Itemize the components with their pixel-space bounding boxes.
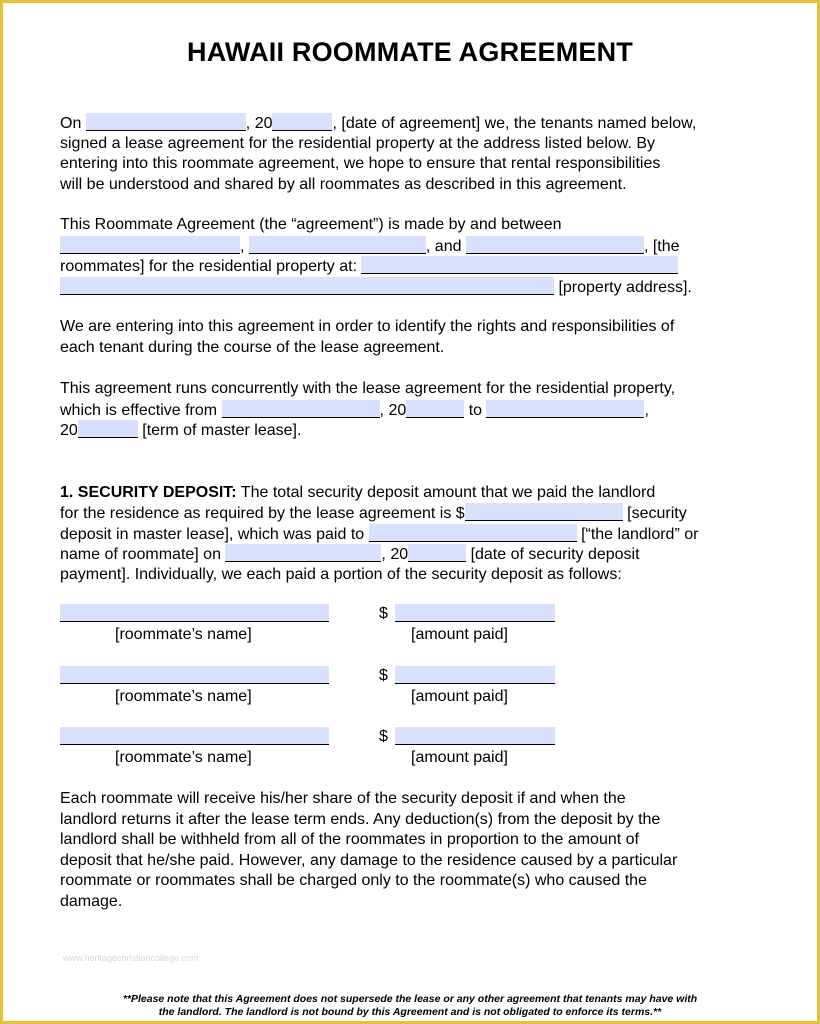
watermark-text: www.heritagechristiancollege.com [63, 953, 199, 963]
amount-paid-caption: [amount paid] [411, 688, 508, 705]
intro-line-4: will be understood and shared by all roommates as described in this agreement. [60, 176, 627, 193]
roommate-1-name-field[interactable] [60, 236, 240, 254]
refund-line-5: roommate or roommates shall be charged only to the roommate(s) who caused the [60, 872, 647, 889]
roommate-share-name-field-1[interactable] [60, 604, 329, 622]
between-line-1: This Roommate Agreement (the “agreement”) is made by and between [60, 216, 562, 233]
dollar-sign: $ [379, 605, 388, 622]
roommate-share-amount-field-2[interactable] [395, 666, 555, 684]
deposit-line-5: payment]. Individually, we each paid a portion of the security deposit as follows: [60, 566, 622, 583]
term-line-3: 20 [term of master lease]. [60, 422, 302, 439]
roommate-name-caption: [roommate’s name] [115, 626, 252, 643]
deposit-line-4: name of roommate] on , 20 [date of security deposit [60, 546, 640, 563]
agreement-date-field[interactable] [86, 113, 246, 131]
deposit-line-1: 1. SECURITY DEPOSIT: The total security deposit amount that we paid the landlord [60, 484, 656, 501]
roommate-name-caption: [roommate’s name] [115, 749, 252, 766]
amount-paid-caption: [amount paid] [411, 749, 508, 766]
intro-line-1: On , 20 , [date of agreement] we, the tenants named below, [60, 115, 697, 132]
roommate-name-caption: [roommate’s name] [115, 688, 252, 705]
roommate-share-amount-field-3[interactable] [395, 727, 555, 745]
refund-line-2: landlord returns it after the lease term ends. Any deduction(s) from the deposit by the [60, 811, 661, 828]
between-line-3: roommates] for the residential property at: [60, 256, 678, 277]
deposit-year-field[interactable] [408, 544, 466, 562]
property-address-field-2[interactable] [60, 277, 554, 295]
agreement-year-field[interactable] [272, 113, 332, 131]
lease-end-date-field[interactable] [486, 400, 644, 418]
footer-note-line-1: **Please note that this Agreement does not supersede the lease or any other agreement that tenants may have with [122, 993, 698, 1005]
lease-start-date-field[interactable] [222, 400, 380, 418]
footer-note-line-2: the landlord. The landlord is not bound by this Agreement and is not obligated to enforce its terms.** [158, 1006, 662, 1018]
refund-line-1: Each roommate will receive his/her share of the security deposit if and when the [60, 790, 626, 807]
roommate-share-name-field-3[interactable] [60, 727, 329, 745]
refund-line-3: landlord shall be withheld from all of the roommates in proportion to the amount of [60, 831, 639, 848]
intro-line-2: signed a lease agreement for the residential property at the address listed below. By [60, 135, 656, 152]
deposit-amount-field[interactable] [465, 503, 623, 521]
deposit-date-field[interactable] [225, 544, 381, 562]
between-line-2: , , and , [the [60, 236, 680, 257]
between-line-4: [property address]. [60, 277, 692, 298]
purpose-line-2: each tenant during the course of the lease agreement. [60, 339, 445, 356]
dollar-sign: $ [379, 728, 388, 745]
deposit-line-2: for the residence as required by the lease agreement is $ [security [60, 505, 687, 522]
document-title: HAWAII ROOMMATE AGREEMENT [187, 37, 633, 67]
refund-line-4: deposit that he/she paid. However, any damage to the residence caused by a particular [60, 852, 678, 869]
roommate-2-name-field[interactable] [249, 236, 426, 254]
roommate-share-name-field-2[interactable] [60, 666, 329, 684]
purpose-line-1: We are entering into this agreement in order to identify the rights and responsibilities of [60, 318, 675, 335]
dollar-sign: $ [379, 667, 388, 684]
lease-end-year-field[interactable] [78, 420, 138, 438]
term-line-1: This agreement runs concurrently with the lease agreement for the residential property, [60, 380, 676, 397]
roommate-share-amount-field-1[interactable] [395, 604, 555, 622]
lease-start-year-field[interactable] [406, 400, 464, 418]
deposit-line-3: deposit in master lease], which was paid to [“the landlord” or [60, 526, 699, 543]
property-address-field-1[interactable] [361, 256, 678, 274]
roommate-3-name-field[interactable] [466, 236, 644, 254]
refund-line-6: damage. [60, 893, 123, 910]
term-line-2: which is effective from , 20 to , [60, 402, 649, 419]
amount-paid-caption: [amount paid] [411, 626, 508, 643]
deposit-paid-to-field[interactable] [369, 524, 577, 542]
intro-line-3: entering into this roommate agreement, we hope to ensure that rental responsibilities [60, 155, 661, 172]
section-heading-security-deposit: 1. SECURITY DEPOSIT: [60, 484, 237, 501]
